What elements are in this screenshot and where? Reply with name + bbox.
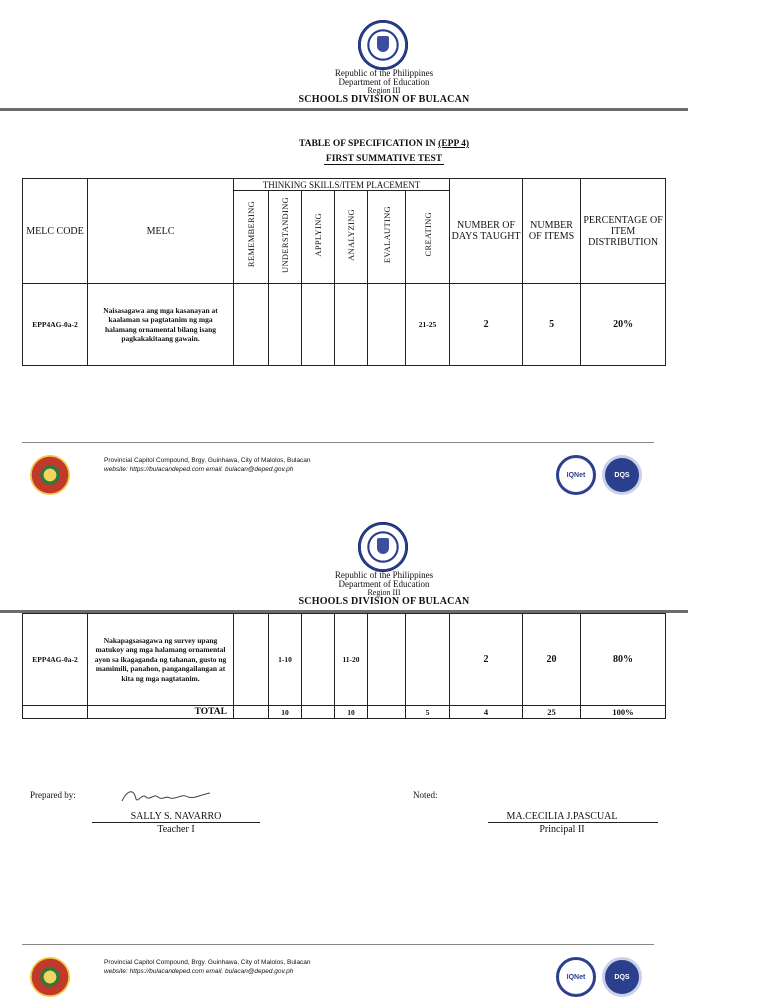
col-melc: MELC [88,179,234,284]
total-creating: 5 [406,706,450,719]
cell-analyzing [335,284,368,366]
skill-applying [302,191,335,284]
skill-label: EVALAUTING [381,205,392,264]
footer-address: Provincial Capitol Compound, Brgy. Guinhawa, City of Malolos, Bulacan [104,959,311,966]
prepared-by-name: SALLY S. NAVARRO [130,811,222,822]
cell-creating [406,614,450,706]
table-row [23,614,666,706]
skill-label: REMEMBERING [246,201,256,268]
col-days-taught: NUMBER OF DAYS TAUGHT [450,179,523,284]
total-percent: 100% [581,706,666,719]
header-department: Department of Education [338,579,430,589]
skill-remembering [234,191,269,284]
total-items: 25 [523,706,581,719]
noted-by-name: MA.CECILIA J.PASCUAL [506,811,618,822]
subtitle-text: FIRST SUMMATIVE TEST [325,154,443,164]
skill-label: ANALYZING [346,208,356,261]
total-days: 4 [450,706,523,719]
header-division: SCHOOLS DIVISION OF BULACAN [298,596,470,607]
row-melc-text: Naisasagawa ang mga kasanayan at kaalaman sa pagtatanim ng mga halamang ornamental bilang isang pagkakakitaang gawain. [88,284,234,366]
header-republic: Republic of the Philippines [334,68,434,78]
footer-website: website: https://bulacandeped.com email. bulacan@deped.gov.ph [104,466,294,473]
skill-analyzing [335,191,368,284]
iqnet-certification-icon: IQNet [556,455,596,495]
signature-scribble [118,785,218,807]
bulacan-seal-icon [30,455,70,495]
page-title [234,139,534,149]
col-thinking-skills: THINKING SKILLS/ITEM PLACEMENT [234,179,450,191]
header-divider [0,108,688,111]
total-label: TOTAL [88,706,234,719]
prepared-by-label: Prepared by: [30,790,76,800]
skill-label: CREATING [422,212,433,257]
specification-table-continued [22,613,666,719]
skill-label: APPLYING [313,212,323,257]
skill-creating [406,191,450,284]
iqnet-certification-icon: IQNet [556,957,596,997]
noted-by-role: Principal II [539,824,585,835]
col-melc-code: MELC CODE [23,179,88,284]
prepared-by-role: Teacher I [157,824,195,835]
dqs-certification-icon: DQS [602,957,642,997]
deped-seal-icon [358,20,408,70]
row-melc-code: EPP4AG-0a-2 [23,614,88,706]
prepared-signature-line [92,822,260,823]
cell-percent: 80% [581,614,666,706]
page-subtitle [284,154,484,164]
cell-days: 2 [450,614,523,706]
cell-analyzing: 11-20 [335,614,368,706]
cell-days: 2 [450,284,523,366]
footer-address-block [104,958,434,976]
header-region: Region III [367,86,401,95]
cell-percent: 20% [581,284,666,366]
cell-items: 5 [523,284,581,366]
footer-website: website: https://bulacandeped.com email. bulacan@deped.gov.ph [104,968,294,975]
cell-understanding [269,284,302,366]
deped-seal-icon [358,522,408,572]
skill-understanding [269,191,302,284]
total-spacer [23,706,88,719]
total-row [23,706,666,719]
cell-creating: 21-25 [406,284,450,366]
cell-remembering [234,614,269,706]
header-republic: Republic of the Philippines [334,570,434,580]
specification-table [22,178,666,366]
col-number-of-items: NUMBER OF ITEMS [523,179,581,284]
noted-label: Noted: [413,790,438,800]
cell-applying [302,284,335,366]
total-remembering [234,706,269,719]
title-subject: (EPP 4) [438,139,470,149]
table-row [23,284,666,366]
row-melc-text: Nakapagsasagawa ng survey upang matukoy ang mga halamang ornamental ayon sa ikagaganda ng tahanan, gusto ng mamimili, panahon, pangangailangan at kita ng mga nagtatanim. [88,614,234,706]
cell-remembering [234,284,269,366]
footer-address-block [104,456,434,474]
row-melc-code: EPP4AG-0a-2 [23,284,88,366]
total-analyzing: 10 [335,706,368,719]
cell-items: 20 [523,614,581,706]
total-evaluating [368,706,406,719]
footer-divider [22,944,654,945]
header-department: Department of Education [338,77,430,87]
cell-applying [302,614,335,706]
skill-label: UNDERSTANDING [280,196,290,273]
bulacan-seal-icon [30,957,70,997]
title-prefix: TABLE OF SPECIFICATION IN [298,139,439,149]
cell-evaluating [368,614,406,706]
header-division: SCHOOLS DIVISION OF BULACAN [298,94,470,105]
dqs-certification-icon: DQS [602,455,642,495]
cell-understanding: 1-10 [269,614,302,706]
cell-evaluating [368,284,406,366]
header-region: Region III [367,588,401,597]
footer-divider [22,442,654,443]
total-understanding: 10 [269,706,302,719]
col-percentage: PERCENTAGE OF ITEM DISTRIBUTION [581,179,666,284]
skill-evaluating [368,191,406,284]
footer-address: Provincial Capitol Compound, Brgy. Guinhawa, City of Malolos, Bulacan [104,457,311,464]
total-applying [302,706,335,719]
noted-signature-line [488,822,658,823]
